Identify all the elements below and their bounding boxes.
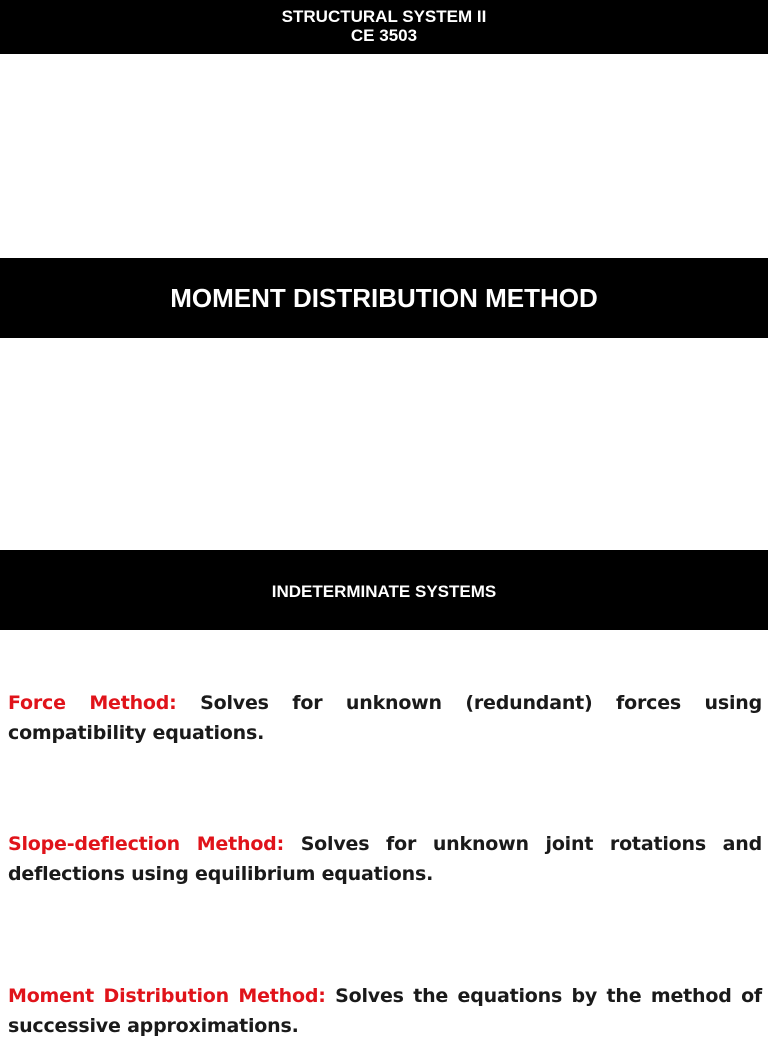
course-header-bar [0, 0, 768, 54]
method-description: Solves for unknown (redundant) forces using compatibility equations. [8, 692, 762, 744]
method-paragraph-slope-deflection [8, 829, 762, 889]
method-term: Force Method: [8, 692, 177, 714]
course-code: CE 3503 [350, 26, 418, 45]
section-title: INDETERMINATE SYSTEMS [271, 582, 497, 601]
chapter-title: MOMENT DISTRIBUTION METHOD [170, 282, 598, 313]
section-title-bar [0, 550, 768, 630]
method-term: Moment Distribution Method: [8, 985, 326, 1007]
course-title: STRUCTURAL SYSTEM II [281, 7, 487, 26]
method-description: Solves for unknown joint rotations and deflections using equilibrium equations. [8, 833, 762, 885]
method-description: Solves the equations by the method of successive approximations. [8, 985, 762, 1037]
chapter-title-bar [0, 258, 768, 338]
method-term: Slope-deflection Method: [8, 833, 284, 855]
method-paragraph-moment-distribution [8, 981, 762, 1041]
method-paragraph-force [8, 688, 762, 748]
